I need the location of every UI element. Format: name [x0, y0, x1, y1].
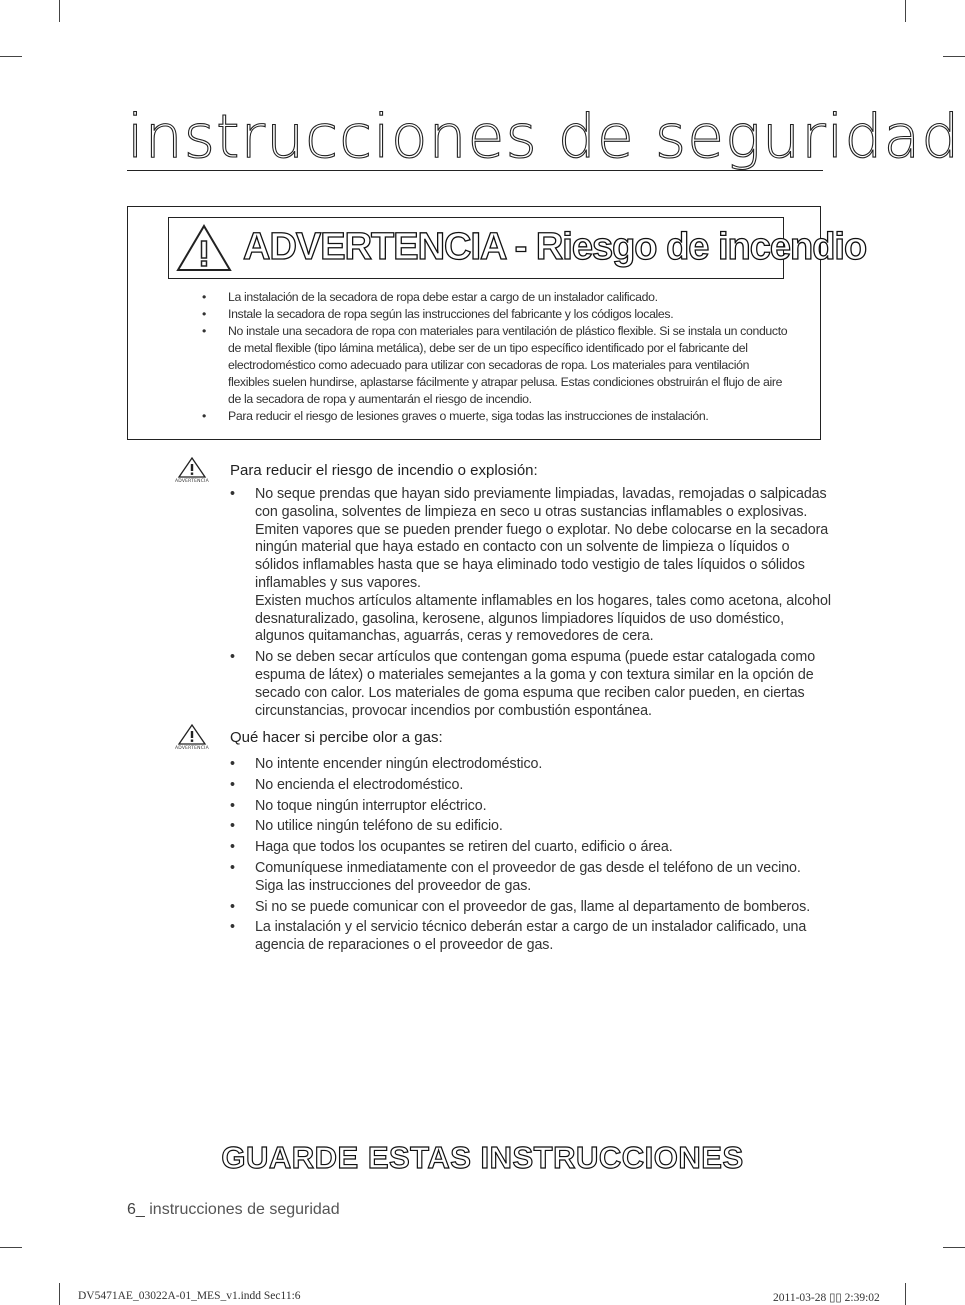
- list-item: • No toque ningún interruptor eléctrico.: [172, 798, 832, 816]
- save-instructions-banner: GUARDE ESTAS INSTRUCCIONES: [221, 1140, 744, 1175]
- page-title: instrucciones de seguridad: [127, 102, 961, 172]
- list-item: • La instalación y el servicio técnico deberán estar a cargo de un instalador calificado, una agencia de reparaciones o el proveedor de gas.: [172, 919, 832, 955]
- list-item-text: • No se deben secar artículos que contengan goma espuma (puede estar catalogada como espuma de látex) o materiales semejantes a la goma y con textura similar en la opción de secado con calor. Los materiales de goma espuma que reciben calor pueden, en ciertas circunstancias, provocar incendios por combustión espontánea.: [255, 649, 816, 719]
- list-item: [172, 486, 832, 646]
- crop-mark: [59, 1283, 60, 1305]
- print-slug-date: 2011-03-28 ▯▯ 2:39:02: [773, 1292, 880, 1304]
- page-number: 6_: [127, 1201, 145, 1218]
- list-item: • La instalación de la secadora de ropa debe estar a cargo de un instalador calificado.: [202, 289, 792, 306]
- warning-list: [202, 289, 792, 425]
- gas-odor-section: [172, 728, 832, 958]
- gas-odor-list: [172, 756, 832, 955]
- fire-warning-box: [127, 206, 867, 440]
- crop-mark: [905, 0, 906, 22]
- warning-icon-label: ADVERTENCIA: [175, 746, 209, 751]
- print-slug-file: DV5471AE_03022A-01_MES_v1.indd Sec11:6: [78, 1290, 301, 1302]
- warning-header-text: ADVERTENCIA - Riesgo de incendio: [243, 226, 867, 268]
- warning-triangle-icon: [175, 223, 233, 273]
- crop-mark: [0, 56, 22, 57]
- section-heading: [172, 461, 832, 485]
- list-item: • No intente encender ningún electrodoméstico.: [172, 756, 832, 774]
- page-title-rule: [127, 102, 961, 172]
- crop-mark: [943, 56, 965, 57]
- warning-header: [168, 217, 867, 279]
- section-heading: [172, 728, 832, 752]
- warning-triangle-icon: [177, 457, 207, 479]
- section-heading-text: Qué hacer si percibe olor a gas:: [230, 729, 443, 746]
- list-item: • Para reducir el riesgo de lesiones graves o muerte, siga todas las instrucciones de instalación.: [202, 408, 792, 425]
- warning-triangle-icon: [177, 724, 207, 746]
- warning-icon-label: ADVERTENCIA: [175, 479, 209, 484]
- list-item-text: • No seque prendas que hayan sido previamente limpiadas, lavadas, remojadas o salpicadas con gasolina, solventes de limpieza en seco u otras sustancias inflamables o explosivas. Emiten vapores que se pueden prender fuego o explotar. No debe colocarse en la secadora ningún material que haya estado en contacto con un solvente de limpieza o líquidos o sólidos inflamables hasta que se haya eliminado todo vestigio de tales líquidos o sólidos inflamables y sus vapores.: [255, 486, 829, 591]
- fire-risk-list: [172, 486, 832, 720]
- crop-mark: [59, 0, 60, 22]
- list-item-text: Existen muchos artículos altamente inflamables en los hogares, tales como acetona, alcohol desnaturalizado, gasolina, kerosene, algunos limpiadores líquidos de uso doméstico, algunos quitamanchas, aguarrás, ceras y removedores de cera.: [255, 592, 831, 645]
- list-item: • No instale una secadora de ropa con materiales para ventilación de plástico flexible. Si se instala un conducto de metal flexible (tipo lámina metálica), debe ser de un tipo específico identificado por el fabricante del electrodoméstico como adecuado para utilizar con secadoras de ropa. Los materiales para ventilación flexibles suelen hundirse, aplastarse fácilmente y atrapar pelusa. Estas condiciones obstruirán el flujo de aire de la secadora de ropa y aumentarán el riesgo de incendio.: [202, 323, 792, 408]
- list-item: • Comuníquese inmediatamente con el proveedor de gas desde el teléfono de un vecino. Siga las instrucciones del proveedor de gas.: [172, 860, 832, 896]
- crop-mark: [0, 1247, 22, 1248]
- page-footer: [127, 1201, 340, 1219]
- footer-section-title: instrucciones de seguridad: [149, 1201, 340, 1218]
- list-item: • No utilice ningún teléfono de su edificio.: [172, 818, 832, 836]
- fire-risk-section: [172, 461, 832, 723]
- list-item: [172, 649, 832, 720]
- list-item: • Si no se puede comunicar con el proveedor de gas, llame al departamento de bomberos.: [172, 899, 832, 917]
- list-item: • Instale la secadora de ropa según las instrucciones del fabricante y los códigos locales.: [202, 306, 792, 323]
- crop-mark: [905, 1283, 906, 1305]
- crop-mark: [943, 1247, 965, 1248]
- list-item: • No encienda el electrodoméstico.: [172, 777, 832, 795]
- section-heading-text: Para reducir el riesgo de incendio o explosión:: [230, 462, 538, 479]
- list-item: • Haga que todos los ocupantes se retiren del cuarto, edificio o área.: [172, 839, 832, 857]
